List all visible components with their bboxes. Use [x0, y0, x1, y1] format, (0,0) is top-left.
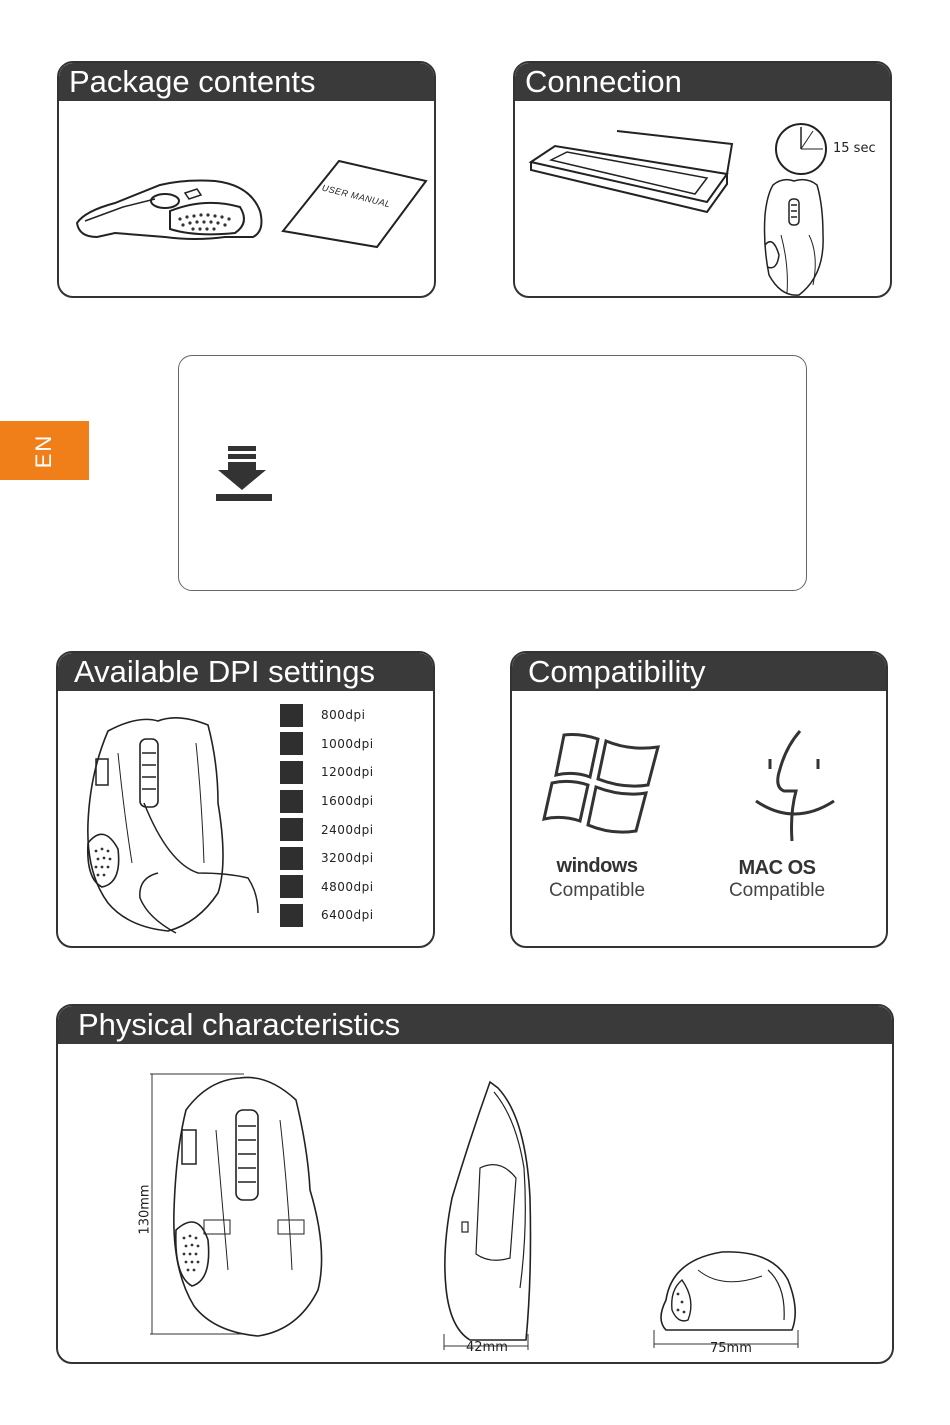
mac-finder-icon: [750, 729, 840, 844]
download-icon[interactable]: [214, 444, 274, 504]
dpi-row[interactable]: [280, 701, 374, 730]
mouse-side-view: [440, 1078, 550, 1350]
mouse-top-view: [168, 1070, 328, 1338]
dpi-label: 1600dpi: [321, 794, 374, 809]
dpi-row[interactable]: [280, 815, 374, 844]
mouse-front-view: [652, 1240, 802, 1350]
dpi-settings-list: [280, 701, 374, 930]
manual-illustration: [281, 159, 431, 249]
mac-label: MAC OS: [738, 857, 816, 879]
dpi-indicator: [280, 761, 303, 784]
dpi-indicator: [280, 818, 303, 841]
dpi-label: 6400dpi: [321, 908, 374, 923]
width-label: 75mm: [710, 1341, 752, 1356]
windows-compatible-label: Compatible: [548, 880, 646, 901]
timer-label: 15 sec: [833, 141, 876, 156]
download-info-box: [178, 355, 807, 591]
mac-compatible-label: Compatible: [728, 880, 826, 901]
dpi-label: 3200dpi: [321, 851, 374, 866]
dpi-indicator: [280, 875, 303, 898]
connection-panel: [513, 61, 892, 298]
height-label: 42mm: [466, 1340, 508, 1355]
laptop-illustration: [527, 126, 747, 226]
dpi-indicator: [280, 904, 303, 927]
dpi-label: 4800dpi: [321, 879, 374, 894]
physical-title: Physical characteristics: [58, 1006, 892, 1044]
manual-label: USER MANUAL: [320, 182, 392, 210]
windows-logo-icon: [540, 731, 660, 836]
compatibility-panel: [510, 651, 888, 948]
mouse-side-illustration: [75, 171, 275, 251]
connection-title: Connection: [515, 63, 891, 101]
dpi-row[interactable]: [280, 730, 374, 759]
mouse-dpi-illustration: [78, 703, 278, 933]
package-contents-title: Package contents: [59, 63, 435, 101]
dpi-row[interactable]: [280, 901, 374, 930]
windows-label: windows: [556, 855, 638, 877]
physical-panel: [56, 1004, 894, 1364]
compatibility-title: Compatibility: [512, 653, 888, 691]
mouse-top-illustration: [759, 175, 829, 298]
dpi-label: 1000dpi: [321, 736, 374, 751]
dpi-indicator: [280, 847, 303, 870]
clock-icon: [773, 121, 829, 177]
dpi-row[interactable]: [280, 758, 374, 787]
dpi-row[interactable]: [280, 844, 374, 873]
dpi-indicator: [280, 790, 303, 813]
length-label: 130mm: [137, 1184, 153, 1235]
dpi-indicator: [280, 704, 303, 727]
dpi-indicator: [280, 732, 303, 755]
dpi-label: 1200dpi: [321, 765, 374, 780]
package-contents-panel: [57, 61, 436, 298]
language-tab[interactable]: [0, 421, 89, 480]
dpi-panel: [56, 651, 435, 948]
dpi-title: Available DPI settings: [58, 653, 434, 691]
dpi-label: 800dpi: [321, 708, 366, 723]
language-tab-label: EN: [31, 433, 56, 469]
dpi-label: 2400dpi: [321, 822, 374, 837]
dpi-row[interactable]: [280, 873, 374, 902]
dpi-row[interactable]: [280, 787, 374, 816]
